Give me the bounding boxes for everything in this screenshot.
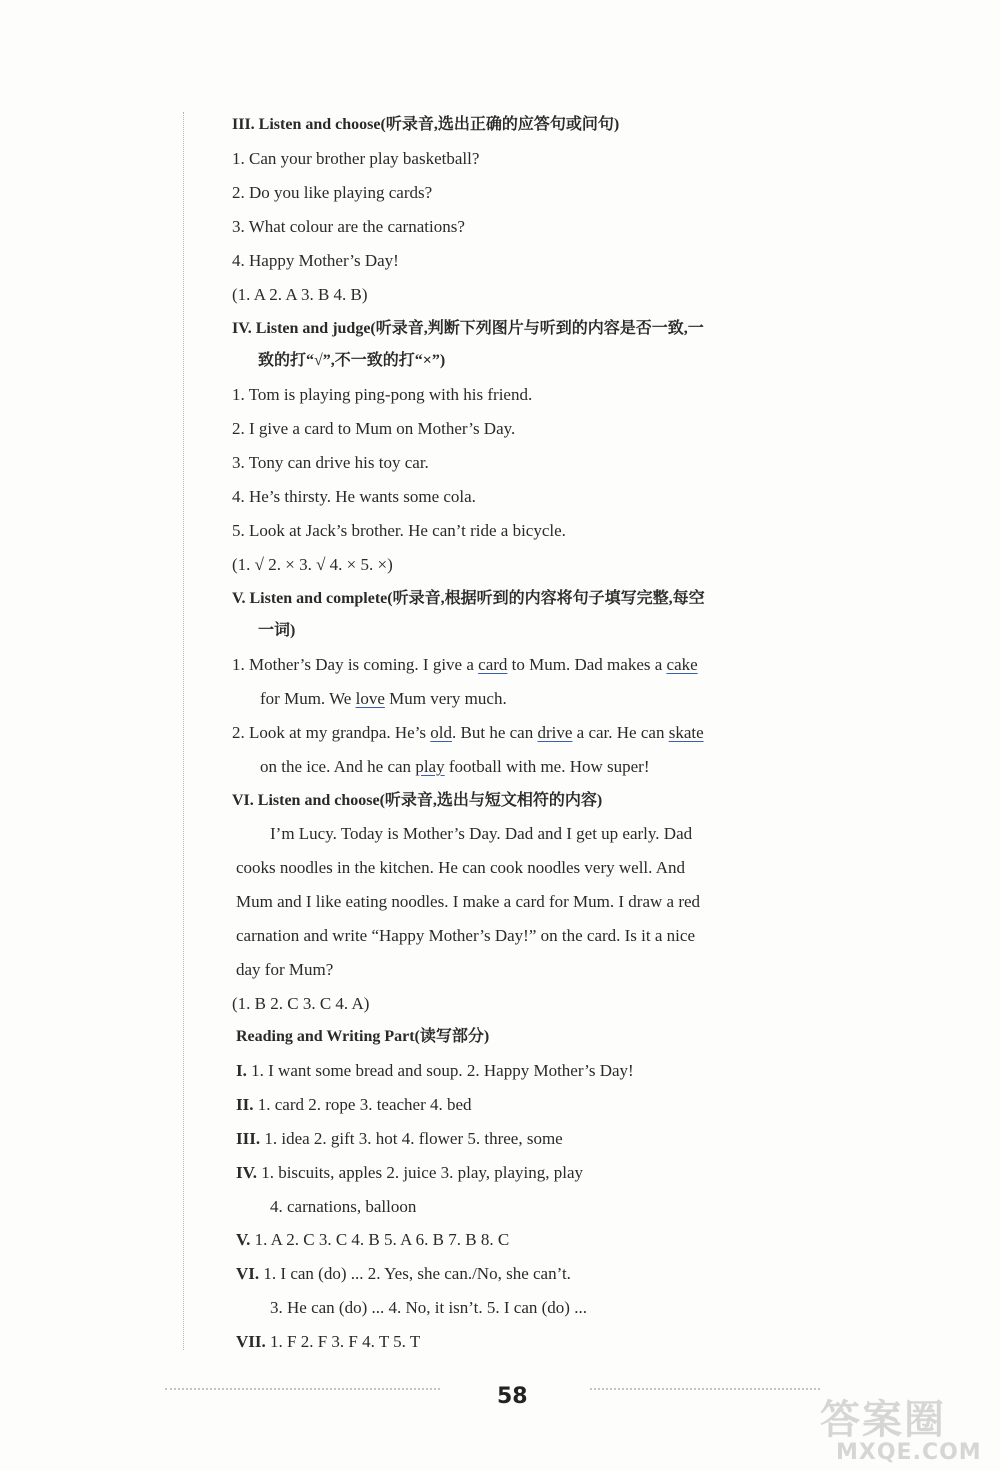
watermark-en-text: MXQE.COM (836, 1440, 982, 1465)
heading-en: Reading and Writing Part (236, 1028, 415, 1045)
row-number: VII. (236, 1332, 266, 1351)
rw-answer-row (236, 1229, 509, 1251)
text: on the ice. And he can (260, 757, 416, 776)
text: Mum very much. (384, 689, 507, 708)
text: to Mum. Dad makes a (507, 655, 667, 674)
row-text: 1. biscuits, apples 2. juice 3. play, playing, play (256, 1163, 584, 1182)
heading-en: III. Listen and choose (232, 116, 381, 133)
heading-cn: (读写部分) (414, 1028, 490, 1045)
rw-answer-row (270, 1297, 587, 1319)
s5-item-1-line-1 (232, 654, 698, 676)
row-text: 1. idea 2. gift 3. hot 4. flower 5. three, some (260, 1129, 563, 1148)
s3-answer: (1. A 2. A 3. B 4. B) (232, 285, 368, 304)
section-iii-heading (232, 114, 619, 136)
text: 2. Look at my grandpa. He’s (232, 723, 431, 742)
watermark-cn-text: 答案圈 (820, 1397, 946, 1443)
row-number: II. (236, 1095, 254, 1114)
rw-answer-row (270, 1196, 416, 1218)
s4-item: 4. He’s thirsty. He wants some cola. (232, 487, 476, 506)
text: a car. He can (572, 723, 669, 742)
rw-answer-row (236, 1094, 472, 1116)
text: 1. Mother’s Day is coming. I give a (232, 655, 479, 674)
row-text: 1. I want some bread and soup. 2. Happy Mother’s Day! (246, 1061, 634, 1080)
heading-en: IV. Listen and judge (232, 320, 371, 337)
rw-answer-row (236, 1263, 571, 1285)
row-text: 1. card 2. rope 3. teacher 4. bed (253, 1095, 472, 1114)
text: football with me. How super! (444, 757, 650, 776)
text: . But he can (452, 723, 538, 742)
heading-cn: (听录音,选出与短文相符的内容) (379, 792, 603, 809)
s6-passage-line: I’m Lucy. Today is Mother’s Day. Dad and I get up early. Dad (270, 824, 693, 843)
s6-passage-line: day for Mum? (236, 960, 334, 979)
filled-blank: card (478, 655, 508, 674)
row-number: I. (236, 1061, 247, 1080)
section-iv-heading-cont: 致的打“√”,不一致的打“×”) (258, 352, 446, 369)
heading-en: VI. Listen and choose (232, 792, 380, 809)
s6-passage-line: cooks noodles in the kitchen. He can cook noodles very well. And (236, 858, 685, 877)
row-text: 1. I can (do) ... 2. Yes, she can./No, she can’t. (259, 1264, 571, 1283)
filled-blank: play (415, 757, 445, 776)
s6-passage-line: carnation and write “Happy Mother’s Day!” on the card. Is it a nice (236, 926, 695, 945)
filled-blank: drive (537, 723, 573, 742)
s6-answer: (1. B 2. C 3. C 4. A) (232, 994, 370, 1013)
filled-blank: cake (666, 655, 698, 674)
section-v-heading-cont: 一词) (258, 622, 296, 639)
s5-item-2-line-2 (260, 756, 650, 778)
heading-cn: (听录音,根据听到的内容将句子填写完整,每空 (387, 590, 705, 607)
s4-item: 1. Tom is playing ping-pong with his friend. (232, 385, 533, 404)
filled-blank: love (355, 689, 385, 708)
row-text: 4. carnations, balloon (270, 1197, 417, 1216)
row-number: VI. (236, 1264, 260, 1283)
s4-item: 5. Look at Jack’s brother. He can’t ride a bicycle. (232, 521, 566, 540)
row-number: IV. (236, 1163, 257, 1182)
row-number: V. (236, 1230, 251, 1249)
footer-rule-left (165, 1388, 440, 1390)
rw-answer-row (236, 1162, 583, 1184)
s3-item: 2. Do you like playing cards? (232, 183, 433, 202)
row-number: III. (236, 1129, 261, 1148)
s3-item: 3. What colour are the carnations? (232, 217, 465, 236)
s4-answer: (1. √ 2. × 3. √ 4. × 5. ×) (232, 555, 393, 574)
reading-writing-heading (236, 1026, 489, 1048)
rw-answer-row (236, 1060, 634, 1082)
s5-item-1-line-2 (260, 688, 507, 710)
section-iv-heading (232, 318, 704, 340)
row-text: 1. A 2. C 3. C 4. B 5. A 6. B 7. B 8. C (250, 1230, 510, 1249)
s5-item-2-line-1 (232, 722, 704, 744)
heading-en: V. Listen and complete (232, 590, 388, 607)
footer-rule-right (590, 1388, 820, 1390)
s3-item: 1. Can your brother play basketball? (232, 149, 480, 168)
rw-answer-row (236, 1128, 563, 1150)
row-text: 3. He can (do) ... 4. No, it isn’t. 5. I can (do) ... (270, 1298, 587, 1317)
s6-passage-line: Mum and I like eating noodles. I make a card for Mum. I draw a red (236, 892, 701, 911)
filled-blank: old (430, 723, 453, 742)
row-text: 1. F 2. F 3. F 4. T 5. T (265, 1332, 421, 1351)
rw-answer-row (236, 1331, 420, 1353)
text: for Mum. We (260, 689, 356, 708)
s3-item: 4. Happy Mother’s Day! (232, 251, 399, 270)
s4-item: 2. I give a card to Mum on Mother’s Day. (232, 419, 516, 438)
s4-item: 3. Tony can drive his toy car. (232, 453, 429, 472)
section-vi-heading (232, 790, 602, 812)
heading-cn: (听录音,判断下列图片与听到的内容是否一致,一 (370, 320, 704, 337)
filled-blank: skate (668, 723, 704, 742)
watermark-logo (818, 1388, 990, 1466)
heading-cn: (听录音,选出正确的应答句或问句) (380, 116, 620, 133)
page-number: 58 (497, 1384, 528, 1409)
section-v-heading (232, 588, 705, 610)
